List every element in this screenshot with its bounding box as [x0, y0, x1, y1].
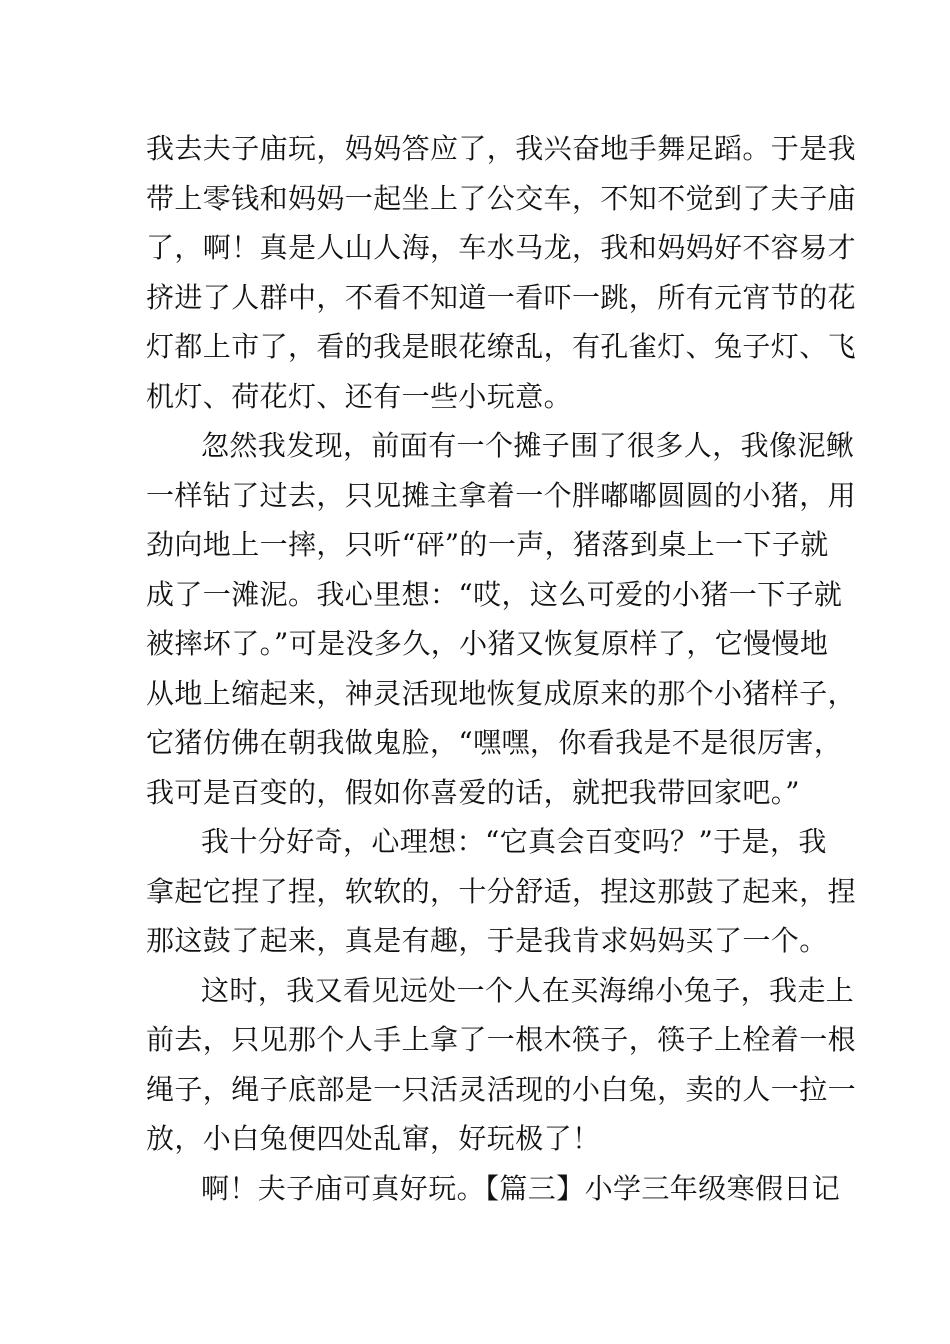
text-line: 一样钻了过去，只见摊主拿着一个胖嘟嘟圆圆的小猪，用	[146, 478, 857, 512]
text-line: 了，啊！真是人山人海，车水马龙，我和妈妈好不容易才	[146, 231, 857, 264]
paragraph	[146, 1164, 841, 1214]
text-line: 我去夫子庙玩，妈妈答应了，我兴奋地手舞足蹈。于是我	[146, 132, 857, 165]
text-line: 劲向地上一摔，只听“砰”的一声，猪落到桌上一下子就	[146, 528, 829, 561]
text-line: 前去，只见那个人手上拿了一根木筷子，筷子上栓着一根	[146, 1023, 857, 1056]
text-line: 绳子，绳子底部是一只活灵活现的小白兔，卖的人一拉一	[146, 1072, 857, 1106]
text-line: 它猪仿佛在朝我做鬼脸，“嘿嘿，你看我是不是很厉害，	[146, 726, 843, 759]
text-line: 带上零钱和妈妈一起坐上了公交车，不知不觉到了夫子庙	[146, 181, 857, 215]
document-body	[146, 124, 857, 1213]
text-line: 这时，我又看见远处一个人在买海绵小兔子，我走上	[201, 973, 855, 1007]
text-line: 从地上缩起来，神灵活现地恢复成原来的那个小猪样子，	[146, 676, 857, 710]
text-line: 我十分好奇，心理想：“它真会百变吗？”于是，我	[201, 825, 827, 858]
paragraph	[146, 966, 857, 1164]
text-line: 忽然我发现，前面有一个摊子围了很多人，我像泥鳅	[201, 429, 855, 462]
paragraph	[146, 421, 857, 817]
text-line: 我可是百变的，假如你喜爱的话，就把我带回家吧。”	[146, 775, 800, 809]
paragraph	[146, 124, 857, 421]
text-line: 挤进了人群中，不看不知道一看吓一跳，所有元宵节的花	[146, 280, 857, 314]
text-line: 机灯、荷花灯、还有一些小玩意。	[146, 379, 573, 413]
text-line: 放，小白兔便四处乱窜，好玩极了！	[146, 1122, 601, 1155]
text-line: 灯都上市了，看的我是眼花缭乱，有孔雀灯、兔子灯、飞	[146, 330, 857, 363]
text-line: 那这鼓了起来，真是有趣，于是我肯求妈妈买了一个。	[146, 924, 828, 957]
text-line: 拿起它捏了捏，软软的，十分舒适，捏这那鼓了起来，捏	[146, 874, 857, 908]
text-line: 被摔坏了。”可是没多久，小猪又恢复原样了，它慢慢地	[146, 627, 829, 660]
paragraph	[146, 817, 857, 966]
text-line: 成了一滩泥。我心里想：“哎，这么可爱的小猪一下子就	[146, 577, 843, 611]
text-line: 啊！夫子庙可真好玩。【篇三】小学三年级寒假日记	[201, 1171, 841, 1205]
